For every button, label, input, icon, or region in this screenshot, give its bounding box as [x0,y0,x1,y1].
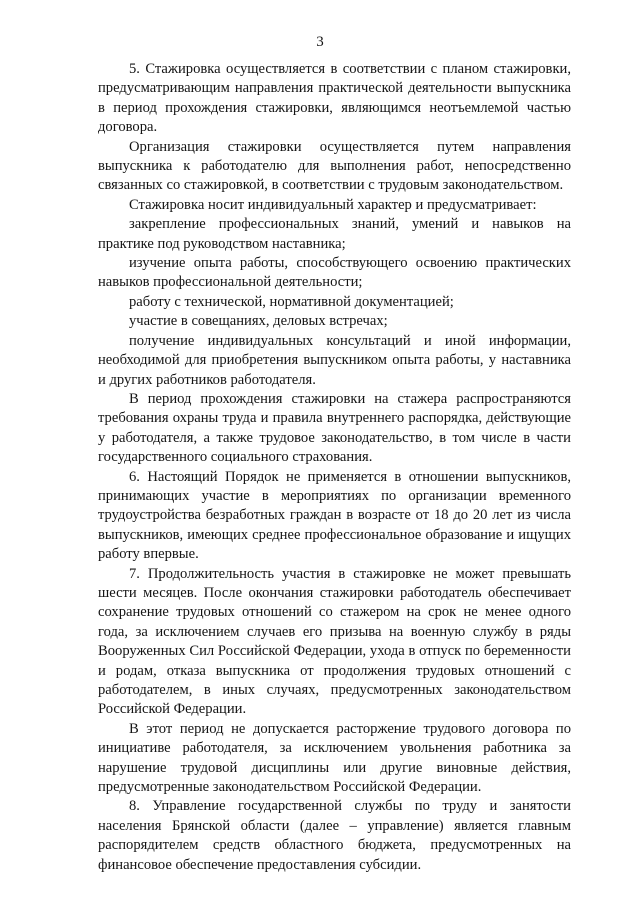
list-item-documentation: работу с технической, нормативной документацией; [129,293,454,310]
list-item-meetings: участие в совещаниях, деловых встречах; [129,313,388,330]
document-body [98,60,571,875]
list-item-experience-study: изучение опыта работы, способствующего освоению практических навыков профессиональной деятельности; [98,255,571,291]
paragraph-labor-protection: В период прохождения стажировки на стажера распространяются требования охраны труда и правила внутреннего распорядка, действующие у работодателя, а также трудовое законодательство, в том числе в части государственного социального страхования. [98,390,571,466]
paragraph-item-5: 5. Стажировка осуществляется в соответствии с планом стажировки, предусматривающим направления практической деятельности выпускника в период прохождения стажировки, являющимся неотъемлемой частью договора. [98,61,571,136]
paragraph-internship-provides: Стажировка носит индивидуальный характер и предусматривает: [129,196,537,213]
paragraph-termination: В этот период не допускается расторжение трудового договора по инициативе работодателя, за исключением увольнения работника за нарушение трудовой дисциплины или другие виновные действия, предусмотренные законодательством Российской Федерации. [98,720,571,796]
paragraph-item-8: 8. Управление государственной службы по труду и занятости населения Брянской области (далее – управление) является главным распорядителем средств областного бюджета, предусмотренных на финансовое обеспечение предоставления субсидии. [98,798,571,873]
paragraph-item-6: 6. Настоящий Порядок не применяется в отношении выпускников, принимающих участие в мероприятиях по организации временного трудоустройства безработных граждан в возрасте от 18 до 20 лет из числа выпускников, имеющих среднее профессиональное образование и ищущих работу впервые. [98,468,571,563]
list-item-consultations: получение индивидуальных консультаций и иной информации, необходимой для приобретения выпускником опыта работы, у наставника и других работников работодателя. [98,332,571,388]
list-item-consolidation: закрепление профессиональных знаний, умений и навыков на практике под руководством наставника; [98,216,571,252]
paragraph-item-7: 7. Продолжительность участия в стажировке не может превышать шести месяцев. После окончания стажировки работодатель обеспечивает сохранение трудовых отношений со стажером на срок не менее одного года, за исключением случаев его призыва на военную службу в ряды Вооруженных Сил Российской Федерации, ухода в отпуск по беременности и родам, отказа выпускника от продолжения трудовых отношений с работодателем, в иных случаях, предусмотренных законодательством Российской Федерации. [98,565,571,718]
paragraph-organization: Организация стажировки осуществляется путем направления выпускника к работодателю для выполнения работ, непосредственно связанных со стажировкой, в соответствии с трудовым законодательством. [98,138,571,194]
page-number: 3 [316,34,324,50]
